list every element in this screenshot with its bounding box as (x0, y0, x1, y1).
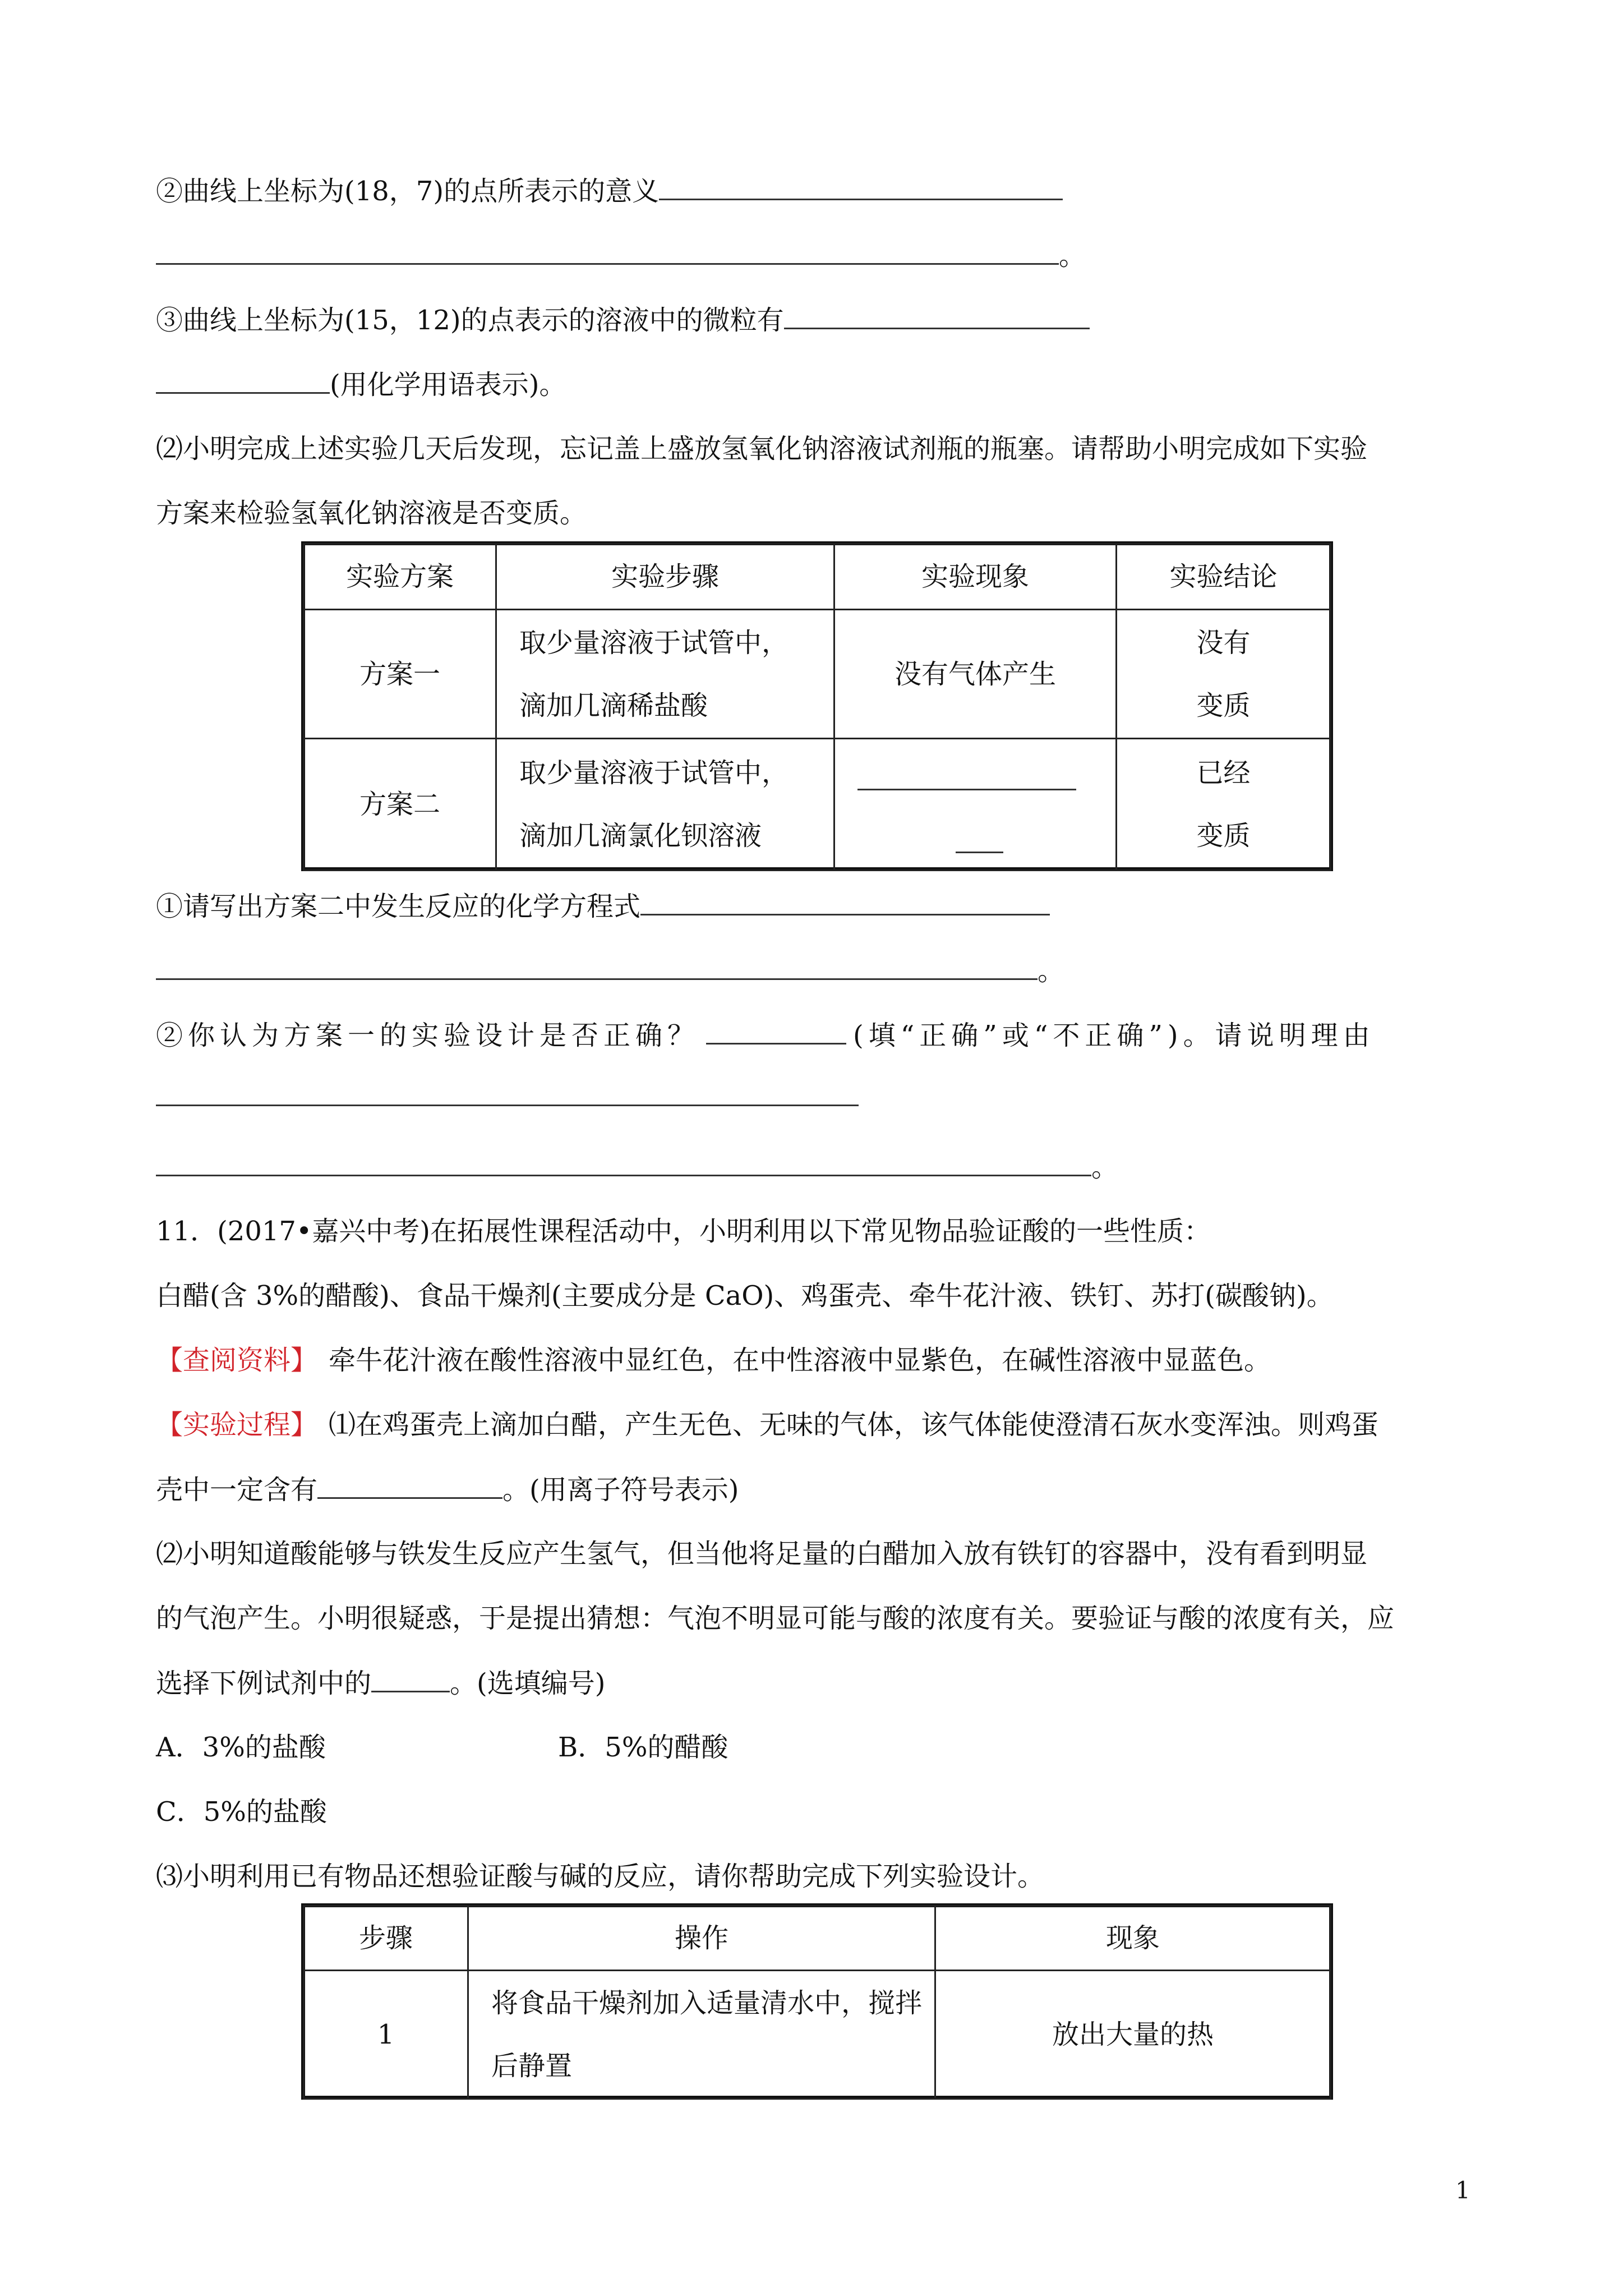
answer-blank[interactable] (156, 238, 1059, 265)
answer-blank[interactable] (956, 827, 1003, 853)
q11-intro: 11．(2017•嘉兴中考)在拓展性课程活动中，小明利用以下常见物品验证酸的一些性质： (156, 1216, 1211, 1247)
answer-blank[interactable] (857, 764, 1076, 790)
step-cell: 1 (304, 1971, 468, 2099)
header-cell: 操作 (468, 1906, 935, 1971)
option-a: A．3%的盐酸 (156, 1732, 326, 1763)
q11-reference: 【查阅资料】 牵牛花汁液在酸性溶液中显红色，在中性溶液中显紫色，在碱性溶液中显蓝色。 (156, 1345, 1271, 1376)
option-c: C．5%的盐酸 (156, 1796, 327, 1828)
q11-p3: ⑶小明利用已有物品还想验证酸与碱的反应，请你帮助完成下列实验设计。 (156, 1861, 1045, 1892)
answer-blank[interactable] (371, 1666, 450, 1692)
header-cell: 实验方案 (304, 544, 496, 610)
process-tag: 【实验过程】 (156, 1409, 318, 1441)
q10-item3-cont: (用化学用语表示)。 (156, 367, 566, 402)
header-cell: 现象 (935, 1906, 1331, 1971)
header-cell: 实验结论 (1117, 544, 1331, 610)
q11-p2-line1: ⑵小明知道酸能够与铁发生反应产生氢气，但当他将足量的白醋加入放有铁钉的容器中，没有看到明显 (156, 1538, 1368, 1570)
answer-blank[interactable] (784, 303, 1090, 329)
q10-sub1-cont: 。 (156, 954, 1064, 988)
page-number: 1 (1455, 2177, 1470, 2204)
table-row (304, 739, 1331, 871)
q10-sub2-blank2: 。 (156, 1150, 1118, 1184)
table-header-row (304, 1906, 1331, 1971)
q10-item2: ②曲线上坐标为(18，7)的点所表示的意义 (156, 174, 1063, 208)
operation-cell: 将食品干燥剂加入适量清水中，搅拌 后静置 (468, 1971, 935, 2099)
q11-process-line2: 壳中一定含有 。(用离子符号表示) (156, 1473, 739, 1507)
q10-item2-cont: 。 (156, 238, 1086, 273)
plan-cell: 方案二 (304, 739, 496, 871)
phenomenon-answer-cell (834, 739, 1117, 871)
q11-process-line1: 【实验过程】 ⑴在鸡蛋壳上滴加白醋，产生无色、无味的气体，该气体能使澄清石灰水变浑浊。则鸡蛋 (156, 1409, 1379, 1441)
q10-item3: ③曲线上坐标为(15，12)的点表示的溶液中的微粒有 (156, 303, 1090, 337)
q10-sub1: ①请写出方案二中发生反应的化学方程式 (156, 889, 1050, 923)
option-b: B．5%的醋酸 (558, 1732, 728, 1763)
q10-sub2-blank1 (156, 1080, 859, 1114)
q11-p2-line3: 选择下例试剂中的 。(选填编号) (156, 1666, 605, 1700)
experiment-design-table (303, 1905, 1331, 2100)
result-cell: 放出大量的热 (935, 1971, 1331, 2099)
plan-cell: 方案一 (304, 610, 496, 739)
answer-blank[interactable] (659, 174, 1063, 200)
step-cell: 取少量溶液于试管中， 滴加几滴稀盐酸 (496, 610, 834, 739)
table-row (304, 1971, 1331, 2099)
table-header-row (304, 544, 1331, 610)
q11-p2-line2: 的气泡产生。小明很疑惑，于是提出猜想：气泡不明显可能与酸的浓度有关。要验证与酸的浓度有关，应 (156, 1603, 1395, 1634)
answer-blank[interactable] (156, 954, 1038, 980)
conclusion-cell: 没有 变质 (1117, 610, 1331, 739)
experiment-plan-table (303, 543, 1331, 871)
header-cell: 实验步骤 (496, 544, 834, 610)
answer-blank[interactable] (706, 1018, 846, 1045)
step-cell: 取少量溶液于试管中， 滴加几滴氯化钡溶液 (496, 739, 834, 871)
answer-blank[interactable] (640, 889, 1050, 915)
answer-blank[interactable] (156, 1080, 859, 1106)
q10-part2-line1: ⑵小明完成上述实验几天后发现，忘记盖上盛放氢氧化钠溶液试剂瓶的瓶塞。请帮助小明完成如下实验 (156, 433, 1368, 464)
conclusion-cell: 已经 变质 (1117, 739, 1331, 871)
answer-blank[interactable] (156, 367, 330, 394)
header-cell: 步骤 (304, 1906, 468, 1971)
answer-blank[interactable] (317, 1473, 502, 1499)
q10-sub2: ②你认为方案一的实验设计是否正确？ (填“正确”或“不正确”)。请说明理由 (156, 1018, 1375, 1052)
phenomenon-cell: 没有气体产生 (834, 610, 1117, 739)
answer-blank[interactable] (156, 1150, 1091, 1176)
q10-part2-line2: 方案来检验氢氧化钠溶液是否变质。 (156, 498, 587, 529)
reference-tag: 【查阅资料】 (156, 1345, 318, 1376)
table-row (304, 610, 1331, 739)
q11-materials: 白醋(含 3%的醋酸)、食品干燥剂(主要成分是 CaO)、鸡蛋壳、牵牛花汁液、铁钉、苏打(碳酸钠)。 (156, 1280, 1334, 1312)
header-cell: 实验现象 (834, 544, 1117, 610)
